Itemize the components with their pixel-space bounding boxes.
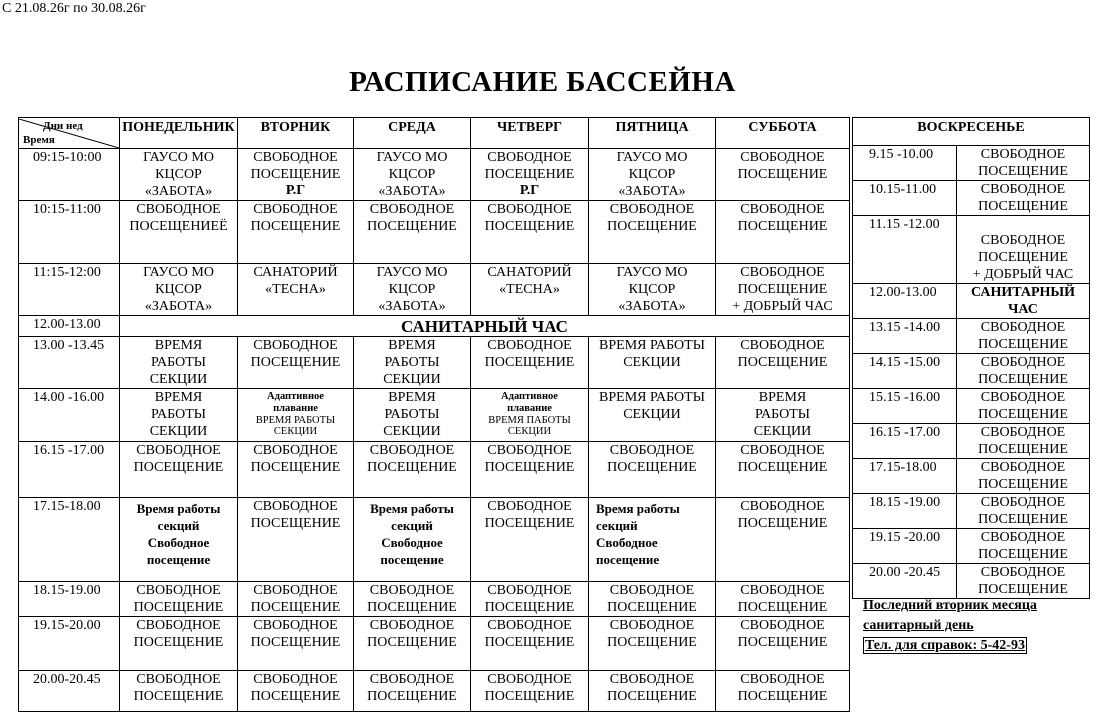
activity-text: СВОБОДНОЕ ПОСЕЩЕНИЕ — [484, 618, 575, 650]
time-cell: 12.00-13.00 — [19, 316, 120, 337]
activity-text: СВОБОДНОЕ ПОСЕЩЕНИЕ — [607, 583, 697, 615]
activity-cell — [471, 337, 589, 389]
schedule-row — [19, 264, 850, 316]
activity-cell — [238, 671, 354, 712]
activity-cell: СВОБОДНОЕ ПОСЕЩЕНИЕ — [957, 319, 1090, 354]
activity-cell — [716, 264, 850, 316]
activity-text: СВОБОДНОЕ ПОСЕЩЕНИЕ — [484, 499, 575, 531]
activity-cell — [354, 201, 471, 264]
time-cell: 13.15 -14.00 — [853, 319, 957, 354]
schedule-row — [19, 316, 850, 337]
corner-days-label: Дни нед — [43, 120, 83, 132]
activity-text: СВОБОДНОЕ ПОСЕЩЕНИЕ — [367, 672, 457, 704]
activity-text: СВОБОДНОЕ ПОСЕЩЕНИЕЁ — [129, 202, 228, 234]
activity-text: СВОБОДНОЕ ПОСЕЩЕНИЕ — [250, 443, 341, 475]
activity-cell — [354, 442, 471, 498]
time-cell: 16.15 -17.00 — [19, 442, 120, 498]
time-cell: 14.15 -15.00 — [853, 354, 957, 389]
time-cell: 15.15 -16.00 — [853, 389, 957, 424]
time-cell: 17.15-18.00 — [853, 459, 957, 494]
activity-cell — [120, 582, 238, 617]
activity-text: САНАТОРИЙ «ТЕСНА» — [487, 265, 572, 297]
activity-text: СВОБОДНОЕ ПОСЕЩЕНИЕ — [250, 618, 341, 650]
activity-cell — [589, 201, 716, 264]
activity-cell — [238, 264, 354, 316]
activity-cell: СВОБОДНОЕ ПОСЕЩЕНИЕ + ДОБРЫЙ ЧАС — [957, 216, 1090, 284]
corner-cell — [19, 118, 120, 149]
time-cell: 18.15-19.00 — [19, 582, 120, 617]
activity-cell — [471, 149, 589, 201]
time-cell: 11.15 -12.00 — [853, 216, 957, 284]
activity-cell — [471, 389, 589, 442]
activity-cell — [589, 442, 716, 498]
activity-cell — [589, 389, 716, 442]
activity-cell — [120, 389, 238, 442]
activity-text: Время работы секций Свободное посещение — [370, 501, 454, 567]
activity-cell: СВОБОДНОЕ ПОСЕЩЕНИЕ — [957, 564, 1090, 599]
day-header: ВТОРНИК — [238, 118, 354, 149]
activity-cell — [354, 389, 471, 442]
schedule-row — [19, 617, 850, 671]
day-header: ПОНЕДЕЛЬНИК — [120, 118, 238, 149]
schedule-row — [19, 201, 850, 264]
group-mark: Р.Г — [519, 183, 540, 198]
adaptive-swim-label: Адаптивное плавание — [501, 391, 558, 414]
header-row — [19, 118, 850, 149]
activity-text: ВРЕМЯ РАБОТЫ СЕКЦИИ — [149, 390, 208, 439]
phone-note: Тел. для справок: 5-42-93 — [865, 638, 1025, 653]
activity-text: СВОБОДНОЕ ПОСЕЩЕНИЕ — [484, 443, 575, 475]
activity-text: ВРЕМЯ РАБОТЫ СЕКЦИИ — [753, 390, 812, 439]
section-work-label: ВРЕМЯ ПАБОТЫ СЕКЦИИ — [488, 415, 571, 437]
activity-cell — [716, 201, 850, 264]
activity-cell — [238, 582, 354, 617]
activity-text: ГАУСО МО КЦСОР «ЗАБОТА» — [143, 150, 214, 199]
activity-text: ГАУСО МО КЦСОР «ЗАБОТА» — [376, 150, 448, 199]
sunday-row — [853, 216, 1090, 284]
activity-text: СВОБОДНОЕ ПОСЕЩЕНИЕ — [367, 202, 457, 234]
sunday-row — [853, 389, 1090, 424]
activity-text: СВОБОДНОЕ ПОСЕЩЕНИЕ — [250, 583, 341, 615]
sunday-row — [853, 494, 1090, 529]
day-header: ПЯТНИЦА — [589, 118, 716, 149]
activity-text: СВОБОДНОЕ ПОСЕЩЕНИЕ — [737, 583, 828, 615]
activity-cell — [471, 498, 589, 582]
sunday-row — [853, 354, 1090, 389]
activity-text: СВОБОДНОЕ ПОСЕЩЕНИЕ — [250, 672, 341, 704]
activity-cell — [120, 617, 238, 671]
activity-cell — [120, 671, 238, 712]
activity-cell — [471, 617, 589, 671]
time-cell: 20.00-20.45 — [19, 671, 120, 712]
activity-cell: СВОБОДНОЕ ПОСЕЩЕНИЕ — [957, 354, 1090, 389]
activity-cell — [589, 498, 716, 582]
activity-text: СВОБОДНОЕ ПОСЕЩЕНИЕ — [607, 202, 697, 234]
activity-cell: СВОБОДНОЕ ПОСЕЩЕНИЕ — [957, 424, 1090, 459]
activity-text: СВОБОДНОЕ ПОСЕЩЕНИЕ — [737, 618, 828, 650]
time-cell: 14.00 -16.00 — [19, 389, 120, 442]
activity-cell — [471, 671, 589, 712]
time-cell: 10:15-11:00 — [19, 201, 120, 264]
activity-cell: СВОБОДНОЕ ПОСЕЩЕНИЕ — [957, 146, 1090, 181]
day-header: СУББОТА — [716, 118, 850, 149]
activity-text: ГАУСО МО КЦСОР «ЗАБОТА» — [143, 265, 214, 314]
date-range: С 21.08.26г по 30.08.26г — [2, 1, 146, 16]
activity-cell — [238, 442, 354, 498]
activity-cell — [716, 442, 850, 498]
activity-text: СВОБОДНОЕ ПОСЕЩЕНИЕ — [737, 338, 828, 370]
activity-cell — [238, 337, 354, 389]
activity-cell — [716, 337, 850, 389]
time-cell: 16.15 -17.00 — [853, 424, 957, 459]
activity-text: ВРЕМЯ РАБОТЫ СЕКЦИИ — [599, 390, 705, 422]
activity-cell — [120, 264, 238, 316]
activity-text: СВОБОДНОЕ ПОСЕЩЕНИЕ + ДОБРЫЙ ЧАС — [732, 265, 833, 314]
activity-cell — [716, 617, 850, 671]
activity-cell — [716, 498, 850, 582]
sunday-row — [853, 146, 1090, 181]
activity-cell — [589, 337, 716, 389]
activity-cell — [716, 149, 850, 201]
activity-cell: СВОБОДНОЕ ПОСЕЩЕНИЕ — [957, 494, 1090, 529]
section-work-label: ВРЕМЯ РАБОТЫ СЕКЦИИ — [255, 415, 336, 437]
schedule-row — [19, 389, 850, 442]
activity-text: СВОБОДНОЕ ПОСЕЩЕНИЕ — [737, 202, 828, 234]
time-cell: 13.00 -13.45 — [19, 337, 120, 389]
activity-cell: СВОБОДНОЕ ПОСЕЩЕНИЕ — [957, 529, 1090, 564]
activity-cell — [120, 149, 238, 201]
activity-text: СВОБОДНОЕ ПОСЕЩЕНИЕ — [250, 338, 341, 370]
sunday-header: ВОСКРЕСЕНЬЕ — [853, 118, 1090, 146]
activity-text: СВОБОДНОЕ ПОСЕЩЕНИЕ — [133, 583, 224, 615]
sunday-row — [853, 181, 1090, 216]
activity-text: ГАУСО МО КЦСОР «ЗАБОТА» — [376, 265, 448, 314]
activity-cell — [120, 337, 238, 389]
activity-cell: СВОБОДНОЕ ПОСЕЩЕНИЕ — [957, 459, 1090, 494]
activity-text: СВОБОДНОЕ ПОСЕЩЕНИЕ — [250, 202, 341, 234]
activity-cell — [471, 582, 589, 617]
activity-text: СВОБОДНОЕ ПОСЕЩЕНИЕ — [133, 443, 224, 475]
activity-text: СВОБОДНОЕ ПОСЕЩЕНИЕ — [607, 443, 697, 475]
activity-cell: САНИТАРНЫЙ ЧАС — [957, 284, 1090, 319]
activity-text: СВОБОДНОЕ ПОСЕЩЕНИЕ — [737, 150, 828, 182]
notes-block — [863, 596, 1037, 656]
weekday-schedule-table — [18, 117, 850, 712]
activity-text: САНАТОРИЙ «ТЕСНА» — [253, 265, 338, 297]
activity-cell — [471, 201, 589, 264]
activity-text: СВОБОДНОЕ ПОСЕЩЕНИЕ — [367, 618, 457, 650]
sanitary-hour-cell: САНИТАРНЫЙ ЧАС — [120, 316, 850, 337]
day-header: СРЕДА — [354, 118, 471, 149]
time-cell: 20.00 -20.45 — [853, 564, 957, 599]
sunday-row — [853, 529, 1090, 564]
activity-text: СВОБОДНОЕ ПОСЕЩЕНИЕ — [607, 672, 697, 704]
activity-text: Время работы секций Свободное посещение — [596, 501, 680, 567]
corner-time-label: Время — [23, 134, 55, 146]
activity-cell — [120, 442, 238, 498]
activity-text: ГАУСО МО КЦСОР «ЗАБОТА» — [616, 265, 688, 314]
activity-cell — [120, 201, 238, 264]
activity-text: СВОБОДНОЕ ПОСЕЩЕНИЕ — [133, 618, 224, 650]
activity-cell: СВОБОДНОЕ ПОСЕЩЕНИЕ — [957, 181, 1090, 216]
note-line: Последний вторник месяца — [863, 598, 1037, 613]
activity-cell — [354, 264, 471, 316]
activity-cell — [589, 582, 716, 617]
time-cell: 11:15-12:00 — [19, 264, 120, 316]
activity-cell — [238, 617, 354, 671]
sunday-row — [853, 564, 1090, 599]
activity-cell — [589, 149, 716, 201]
time-cell: 12.00-13.00 — [853, 284, 957, 319]
schedule-row — [19, 498, 850, 582]
activity-text: СВОБОДНОЕ ПОСЕЩЕНИЕ — [484, 150, 575, 182]
sunday-row — [853, 284, 1090, 319]
activity-text: СВОБОДНОЕ ПОСЕЩЕНИЕ — [484, 583, 575, 615]
activity-cell — [471, 442, 589, 498]
activity-text: СВОБОДНОЕ ПОСЕЩЕНИЕ — [484, 672, 575, 704]
activity-cell — [354, 617, 471, 671]
sunday-row — [853, 424, 1090, 459]
sunday-row — [853, 319, 1090, 354]
activity-cell — [471, 264, 589, 316]
time-cell: 19.15-20.00 — [19, 617, 120, 671]
activity-text: СВОБОДНОЕ ПОСЕЩЕНИЕ — [133, 672, 224, 704]
activity-text: СВОБОДНОЕ ПОСЕЩЕНИЕ — [367, 443, 457, 475]
activity-text: ВРЕМЯ РАБОТЫ СЕКЦИИ — [149, 338, 208, 387]
adaptive-swim-label: Адаптивное плавание — [267, 391, 324, 414]
activity-cell — [589, 671, 716, 712]
activity-text: СВОБОДНОЕ ПОСЕЩЕНИЕ — [250, 499, 341, 531]
activity-cell — [120, 498, 238, 582]
activity-cell — [238, 149, 354, 201]
activity-text: ГАУСО МО КЦСОР «ЗАБОТА» — [616, 150, 688, 199]
time-cell: 19.15 -20.00 — [853, 529, 957, 564]
activity-text: СВОБОДНОЕ ПОСЕЩЕНИЕ — [484, 338, 575, 370]
activity-cell — [238, 498, 354, 582]
schedule-row — [19, 149, 850, 201]
activity-cell — [354, 671, 471, 712]
activity-cell — [354, 498, 471, 582]
activity-cell — [589, 264, 716, 316]
activity-cell — [716, 582, 850, 617]
activity-cell — [716, 671, 850, 712]
activity-text: СВОБОДНОЕ ПОСЕЩЕНИЕ — [737, 443, 828, 475]
note-line: санитарный день — [863, 618, 974, 633]
schedule-row — [19, 337, 850, 389]
activity-text: СВОБОДНОЕ ПОСЕЩЕНИЕ — [250, 150, 341, 182]
page-title: РАСПИСАНИЕ БАССЕЙНА — [349, 66, 736, 98]
time-cell: 10.15-11.00 — [853, 181, 957, 216]
schedule-row — [19, 442, 850, 498]
day-header: ЧЕТВЕРГ — [471, 118, 589, 149]
activity-cell — [354, 149, 471, 201]
activity-cell: СВОБОДНОЕ ПОСЕЩЕНИЕ — [957, 389, 1090, 424]
sunday-schedule-table — [852, 117, 1090, 599]
schedule-row — [19, 671, 850, 712]
activity-cell — [354, 337, 471, 389]
activity-cell — [238, 201, 354, 264]
activity-cell — [238, 389, 354, 442]
activity-text: ВРЕМЯ РАБОТЫ СЕКЦИИ — [599, 338, 705, 370]
activity-cell — [589, 617, 716, 671]
activity-text: СВОБОДНОЕ ПОСЕЩЕНИЕ — [737, 499, 828, 531]
time-cell: 9.15 -10.00 — [853, 146, 957, 181]
activity-text: ВРЕМЯ РАБОТЫ СЕКЦИИ — [383, 390, 441, 439]
activity-text: СВОБОДНОЕ ПОСЕЩЕНИЕ — [607, 618, 697, 650]
activity-text: СВОБОДНОЕ ПОСЕЩЕНИЕ — [484, 202, 575, 234]
sunday-row — [853, 459, 1090, 494]
activity-text: СВОБОДНОЕ ПОСЕЩЕНИЕ — [367, 583, 457, 615]
activity-text: Время работы секций Свободное посещение — [136, 501, 221, 567]
time-cell: 17.15-18.00 — [19, 498, 120, 582]
activity-text: ВРЕМЯ РАБОТЫ СЕКЦИИ — [383, 338, 441, 387]
time-cell: 09:15-10:00 — [19, 149, 120, 201]
activity-cell — [354, 582, 471, 617]
activity-cell — [716, 389, 850, 442]
group-mark: Р.Г — [285, 183, 306, 198]
schedule-row — [19, 582, 850, 617]
time-cell: 18.15 -19.00 — [853, 494, 957, 529]
activity-text: СВОБОДНОЕ ПОСЕЩЕНИЕ — [737, 672, 828, 704]
